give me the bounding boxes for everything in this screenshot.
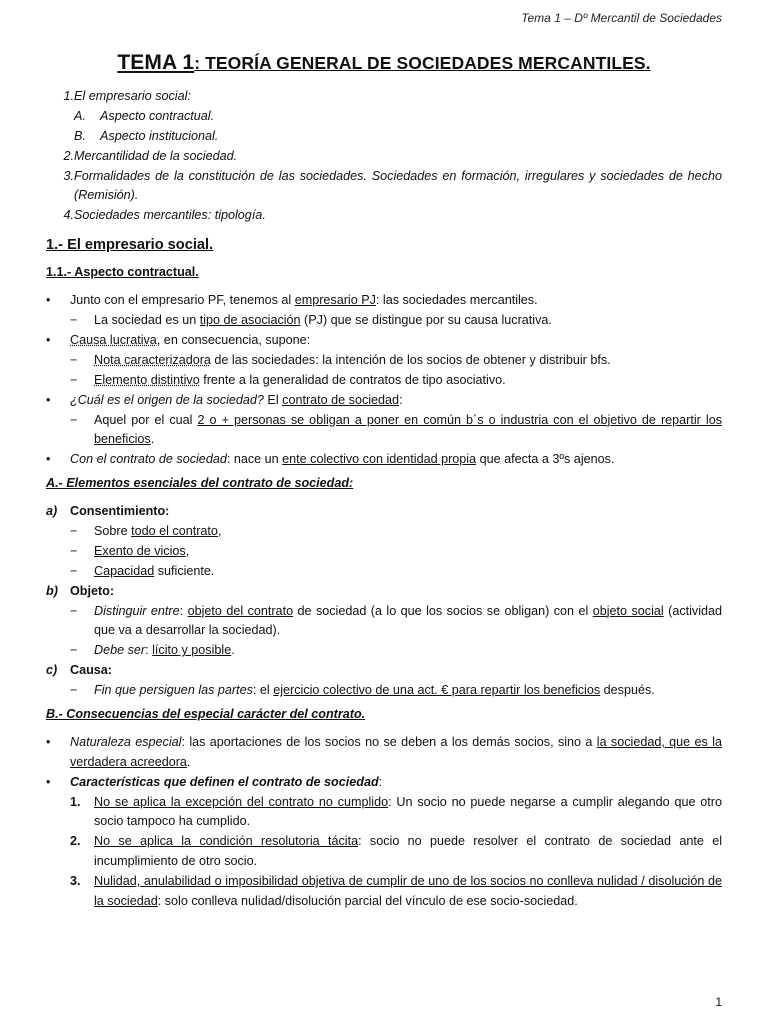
bullet-icon: • [46, 774, 51, 789]
dash-icon: − [70, 372, 78, 387]
dash-icon: − [70, 643, 78, 658]
toc-text: El empresario social: [74, 89, 191, 103]
subsection-heading: 1.1.- Aspecto contractual. [46, 265, 199, 280]
toc-subitem [74, 107, 722, 127]
item-label: Causa: [70, 663, 112, 678]
dash-item: − Elemento distintivo frente a la generalidad de contratos de tipo asociativo. [46, 371, 722, 391]
toc-item [46, 87, 722, 107]
dash-item: − Debe ser: lícito y posible. [46, 641, 722, 661]
table-of-contents [46, 87, 722, 226]
dash-item: − Aquel por el cual 2 o + personas se obligan a poner en común b´s o industria con el objetivo de repartir los beneficios. [46, 411, 722, 451]
item-letter: b) [46, 583, 58, 598]
bullet-icon: • [46, 392, 51, 407]
title-text: : TEORÍA GENERAL DE SOCIEDADES MERCANTILES. [194, 53, 651, 73]
toc-number: 1. [63, 89, 74, 103]
dash-icon: − [70, 543, 78, 558]
lettered-item [46, 502, 722, 522]
toc-number: B. [74, 128, 86, 143]
dash-item: − Fin que persiguen las partes: el ejercicio colectivo de una act. € para repartir los beneficios después. [46, 681, 722, 701]
dash-item: − Nota caracterizadora de las sociedades: la intención de los socios de obtener y distribuir bfs. [46, 351, 722, 371]
dash-icon: − [70, 352, 78, 367]
dash-icon: − [70, 313, 78, 328]
dash-item: − Sobre todo el contrato, [46, 522, 722, 542]
dash-item: − Capacidad suficiente. [46, 562, 722, 582]
toc-subitem [74, 127, 722, 147]
toc-item [46, 206, 722, 226]
lettered-item [46, 661, 722, 681]
dash-icon: − [70, 603, 78, 618]
dash-icon: − [70, 523, 78, 538]
item-number: 1. [70, 794, 81, 809]
item-number: 2. [70, 834, 81, 849]
item-letter: c) [46, 663, 58, 678]
dash-icon: − [70, 563, 78, 578]
numbered-item: 1. No se aplica la excepción del contrato no cumplido: Un socio no puede negarse a cumplir alegando que otro socio tampoco ha cumplido. [46, 793, 722, 833]
page-title [46, 46, 722, 79]
item-label: Objeto: [70, 583, 115, 598]
toc-text: Aspecto institucional. [100, 128, 219, 143]
bullet-item: • Naturaleza especial: las aportaciones de los socios no se deben a los demás socios, sino a la sociedad, que es la verdadera acreedora. [46, 733, 722, 773]
bullet-icon: • [46, 452, 51, 467]
bullet-item: • Características que definen el contrato de sociedad: [46, 773, 722, 793]
toc-text: Formalidades de la constitución de las sociedades. Sociedades en formación, irregulares y sociedades de hecho (Remisión). [74, 168, 722, 203]
toc-text: Aspecto contractual. [100, 108, 215, 123]
document-body [46, 87, 722, 912]
page-number: 1 [715, 995, 722, 1010]
item-letter: a) [46, 504, 58, 519]
document-page [46, 0, 722, 1024]
title-number: TEMA 1 [117, 51, 195, 74]
numbered-item: 2. No se aplica la condición resolutoria tácita: socio no puede resolver el contrato de sociedad ante el incumplimiento de otro socio. [46, 832, 722, 872]
toc-item [46, 147, 722, 167]
bullet-icon: • [46, 293, 51, 308]
toc-number: 3. [63, 168, 74, 183]
dash-icon: − [70, 412, 78, 427]
toc-number: A. [74, 108, 86, 123]
dash-item: − Distinguir entre: objeto del contrato de sociedad (a lo que los socios se obligan) con el objeto social (actividad que va a desarrollar la sociedad). [46, 602, 722, 642]
bullet-item: • Junto con el empresario PF, tenemos al empresario PJ: las sociedades mercantiles. [46, 291, 722, 311]
toc-number: 2. [63, 148, 74, 163]
section-heading: 1.- El empresario social. [46, 237, 214, 254]
numbered-item: 3. Nulidad, anulabilidad o imposibilidad objetiva de cumplir de uno de los socios no conlleva nulidad / disolución de la sociedad: solo conlleva nulidad/disolución parcial del vínculo de ese socio-sociedad. [46, 872, 722, 912]
bullet-item: • Con el contrato de sociedad: nace un ente colectivo con identidad propia que afecta a 3ºs ajenos. [46, 450, 722, 470]
toc-text: Mercantilidad de la sociedad. [74, 148, 238, 163]
toc-text: Sociedades mercantiles: tipología. [74, 208, 266, 223]
subsection-heading: A.- Elementos esenciales del contrato de sociedad: [46, 476, 354, 491]
dash-item: − La sociedad es un tipo de asociación (PJ) que se distingue por su causa lucrativa. [46, 311, 722, 331]
item-number: 3. [70, 874, 81, 889]
bullet-item: • Causa lucrativa, en consecuencia, supone: [46, 331, 722, 351]
bullet-icon: • [46, 734, 51, 749]
toc-item [46, 167, 722, 207]
dash-item: − Exento de vicios, [46, 542, 722, 562]
subsection-heading: B.- Consecuencias del especial carácter del contrato. [46, 706, 366, 721]
bullet-item: • ¿Cuál es el origen de la sociedad? El contrato de sociedad: [46, 391, 722, 411]
running-header: Tema 1 – Dº Mercantil de Sociedades [521, 11, 722, 25]
item-label: Consentimiento: [70, 504, 170, 519]
toc-number: 4. [63, 208, 74, 223]
dash-icon: − [70, 683, 78, 698]
lettered-item [46, 582, 722, 602]
bullet-icon: • [46, 332, 51, 347]
